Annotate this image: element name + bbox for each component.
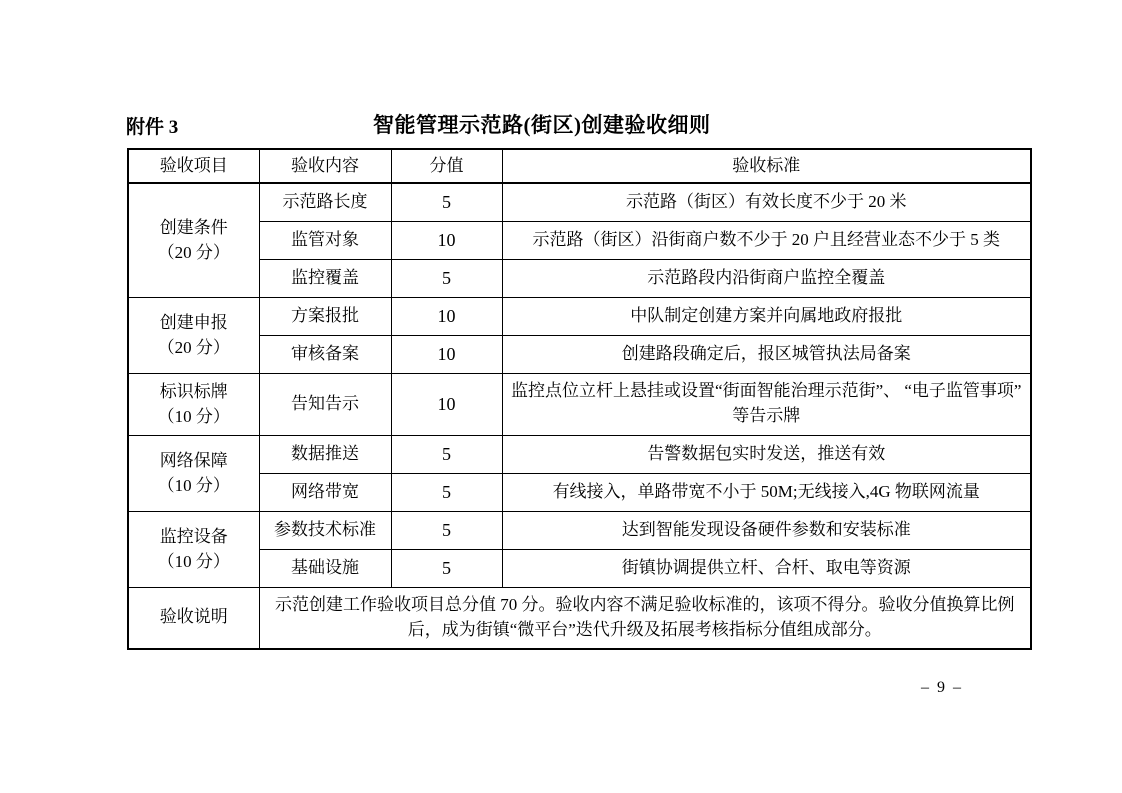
table-row xyxy=(128,221,1031,259)
content-cell: 数据推送 xyxy=(259,435,391,473)
table-row xyxy=(128,183,1031,221)
score-cell: 10 xyxy=(391,297,502,335)
note-row xyxy=(128,587,1031,649)
project-cell xyxy=(128,511,259,587)
standard-cell: 告警数据包实时发送，推送有效 xyxy=(502,435,1031,473)
table-row xyxy=(128,259,1031,297)
page-title: 智能管理示范路(街区)创建验收细则 xyxy=(373,113,711,137)
standard-cell: 示范路（街区）有效长度不少于 20 米 xyxy=(502,183,1031,221)
project-name: 监控设备 xyxy=(159,526,228,546)
content-cell: 监管对象 xyxy=(259,221,391,259)
standard-cell: 示范路段内沿街商户监控全覆盖 xyxy=(502,259,1031,297)
content-cell: 方案报批 xyxy=(259,297,391,335)
content-cell: 告知告示 xyxy=(259,373,391,435)
page-number: – 9 – xyxy=(921,679,963,696)
standard-cell: 监控点位立杆上悬挂或设置“街面智能治理示范街”、 “电子监管事项” 等告示牌 xyxy=(502,373,1031,435)
content-cell: 示范路长度 xyxy=(259,183,391,221)
score-cell: 5 xyxy=(391,511,502,549)
project-score: （20 分） xyxy=(157,243,230,263)
project-score: （10 分） xyxy=(157,476,230,495)
score-cell: 5 xyxy=(391,183,502,221)
project-cell xyxy=(128,297,259,373)
table-row xyxy=(128,297,1031,335)
standard-cell: 创建路段确定后，报区城管执法局备案 xyxy=(502,335,1031,373)
score-cell: 5 xyxy=(391,435,502,473)
project-cell xyxy=(128,373,259,435)
standard-cell: 中队制定创建方案并向属地政府报批 xyxy=(502,297,1031,335)
header-standard: 验收标准 xyxy=(502,149,1031,183)
project-cell xyxy=(128,435,259,511)
header-score: 分值 xyxy=(391,149,502,183)
note-text-cell: 示范创建工作验收项目总分值 70 分。验收内容不满足验收标准的，该项不得分。验收分值换算比例后，成为街镇“微平台”迭代升级及拓展考核指标分值组成部分。 xyxy=(259,587,1031,649)
content-cell: 审核备案 xyxy=(259,335,391,373)
project-score: （10 分） xyxy=(157,407,230,426)
note-project-cell: 验收说明 xyxy=(128,587,259,649)
score-cell: 5 xyxy=(391,549,502,587)
attachment-label: 附件 3 xyxy=(126,117,179,138)
table-row xyxy=(128,435,1031,473)
project-name: 创建申报 xyxy=(159,312,228,332)
table-row xyxy=(128,549,1031,587)
project-name: 网络保障 xyxy=(159,450,228,470)
table-row xyxy=(128,373,1031,435)
score-cell: 5 xyxy=(391,473,502,511)
project-name: 创建条件 xyxy=(159,217,228,237)
header-project: 验收项目 xyxy=(128,149,259,183)
content-cell: 监控覆盖 xyxy=(259,259,391,297)
standard-cell: 有线接入，单路带宽不小于 50M;无线接入,4G 物联网流量 xyxy=(502,473,1031,511)
header-content: 验收内容 xyxy=(259,149,391,183)
acceptance-table xyxy=(127,148,1032,650)
score-cell: 10 xyxy=(391,373,502,435)
standard-cell: 示范路（街区）沿街商户数不少于 20 户且经营业态不少于 5 类 xyxy=(502,221,1031,259)
project-score: （20 分） xyxy=(157,338,230,357)
table-row xyxy=(128,473,1031,511)
content-cell: 参数技术标准 xyxy=(259,511,391,549)
score-cell: 10 xyxy=(391,335,502,373)
content-cell: 基础设施 xyxy=(259,549,391,587)
table-row xyxy=(128,335,1031,373)
score-cell: 5 xyxy=(391,259,502,297)
project-cell xyxy=(128,183,259,297)
project-name: 标识标牌 xyxy=(159,381,228,401)
header-row xyxy=(128,149,1031,183)
project-score: （10 分） xyxy=(157,552,230,571)
content-cell: 网络带宽 xyxy=(259,473,391,511)
table-row xyxy=(128,511,1031,549)
standard-cell: 达到智能发现设备硬件参数和安装标准 xyxy=(502,511,1031,549)
score-cell: 10 xyxy=(391,221,502,259)
standard-cell: 街镇协调提供立杆、合杆、取电等资源 xyxy=(502,549,1031,587)
